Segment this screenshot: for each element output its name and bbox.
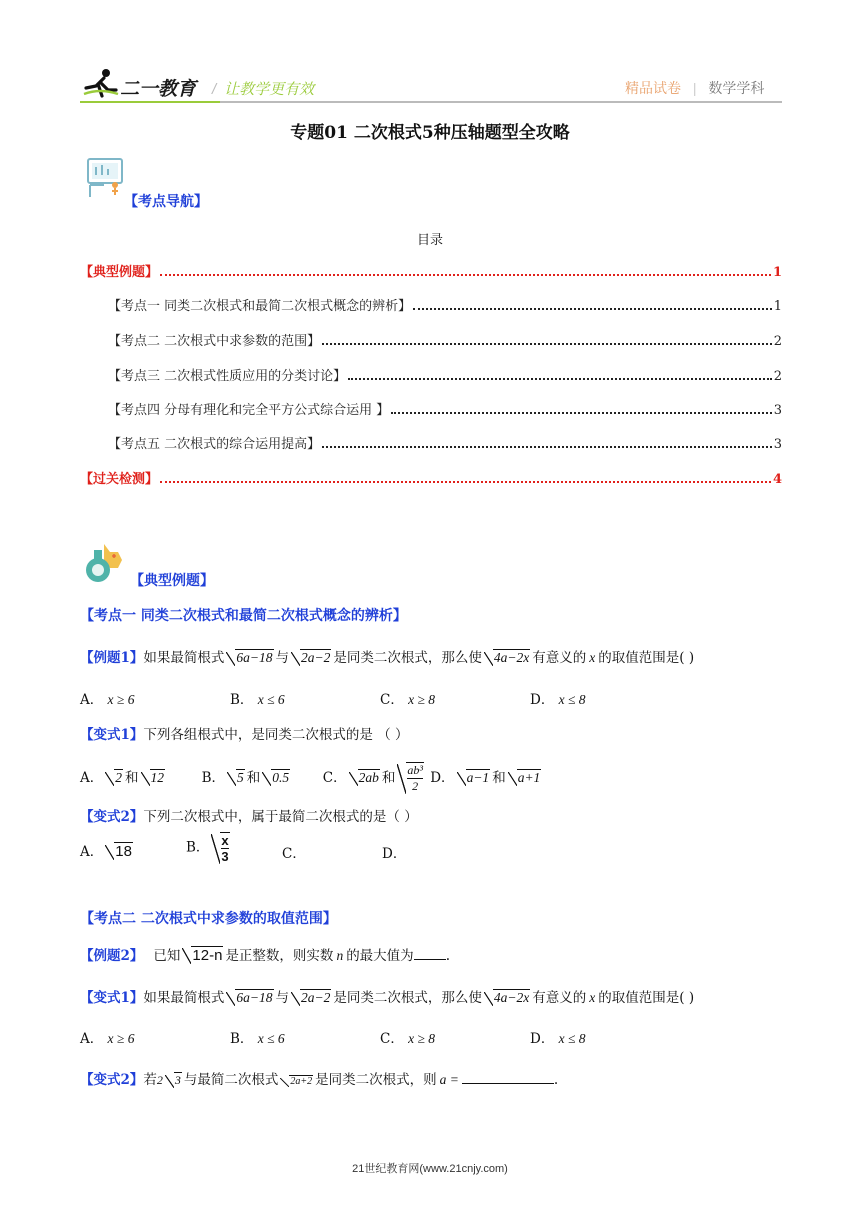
header-tags: 精品试卷 | 数学学科 — [625, 80, 765, 96]
option-c[interactable]: C． x ≥ 8 — [380, 1031, 436, 1047]
option-a[interactable]: A． x ≥ 6 — [80, 692, 135, 708]
toc-entry[interactable]: 【考点五 二次根式的综合运用提高】 3 — [108, 437, 782, 452]
option-b[interactable]: B． x ≤ 6 — [230, 692, 285, 708]
option-d[interactable]: D． x ≤ 8 — [530, 692, 586, 708]
section-heading: 【典型例题】 — [130, 573, 214, 589]
document-title: 专题01 二次根式5种压轴题型全攻略 — [290, 123, 570, 143]
tag-subject: 数学学科 — [708, 80, 765, 96]
option-a[interactable]: A． 2 和 12 — [80, 769, 164, 786]
page-footer: 21世纪教育网(www.21cnjy.com) — [352, 1163, 508, 1175]
option-b[interactable]: B． $\frac{x}{3}$ — [186, 833, 229, 864]
kp2-variant-1: 【变式1】如果最简根式 6a−18 与 2a−2 是同类二次根式，那么使 4a−2x 有意义的 x 的取值范围是( ) — [80, 990, 695, 1006]
toc-label: 目录 — [416, 233, 443, 248]
toc-entry[interactable]: 【考点四 分母有理化和完全平方公式综合运用 】 3 — [108, 403, 782, 418]
option-a[interactable]: A． x ≥ 6 — [80, 1031, 135, 1047]
kp2-variant-2: 【变式2】若2 3 与最简二次根式 2a+2 是同类二次根式，则 a = . — [80, 1072, 559, 1088]
toc-entry[interactable]: 【考点三 二次根式性质应用的分类讨论】 2 — [108, 369, 782, 384]
teacher-board-icon — [82, 155, 126, 199]
lab-flask-icon — [82, 540, 126, 584]
toc-entry[interactable]: 【考点二 二次根式中求参数的范围】 2 — [108, 334, 782, 349]
variant-1-options — [80, 762, 543, 794]
kp2-heading: 【考点二 二次根式中求参数的取值范围】 — [80, 911, 337, 927]
toc-entry[interactable]: 【过关检测】 4 — [80, 472, 782, 487]
option-b[interactable]: B． 5 和 0.5 — [201, 769, 290, 786]
option-a[interactable]: A． 18 — [80, 843, 132, 860]
variant-2: 【变式2】下列二次根式中，属于最简二次根式的是（ ） — [80, 809, 418, 825]
option-c[interactable]: C． — [282, 846, 306, 862]
brand-name: 二一教育 — [120, 79, 197, 100]
runner-logo-icon — [82, 68, 120, 98]
brand-slogan: / 让教学更有效 — [212, 81, 315, 98]
example-2: 【例题2】 已知 12-n 是正整数，则实数 n 的最大值为 . — [80, 947, 450, 964]
option-b[interactable]: B． x ≤ 6 — [230, 1031, 285, 1047]
tag-paper: 精品试卷 — [625, 80, 681, 96]
kp1-heading: 【考点一 同类二次根式和最简二次根式概念的辨析】 — [80, 608, 407, 624]
option-d[interactable]: D． a−1 和 a+1 — [430, 769, 541, 786]
nav-heading: 【考点导航】 — [124, 194, 208, 210]
option-d[interactable]: D． x ≤ 8 — [530, 1031, 586, 1047]
option-c[interactable]: C． 2ab 和 $\frac{\text{ab³}}{2}$ — [322, 763, 423, 793]
toc-entry[interactable]: 【典型例题】 1 — [80, 265, 782, 280]
variant-1: 【变式1】下列各组根式中，是同类二次根式的是 （ ） — [80, 727, 409, 743]
example-1: 【例题1】如果最简根式 6a−18 与 2a−2 是同类二次根式，那么使 4a−2x 有意义的 x 的取值范围是( ) — [80, 650, 695, 666]
option-c[interactable]: C． x ≥ 8 — [380, 692, 436, 708]
toc-entry[interactable]: 【考点一 同类二次根式和最简二次根式概念的辨析】 1 — [108, 299, 782, 314]
option-d[interactable]: D． — [382, 846, 407, 862]
header-divider-accent — [80, 101, 220, 103]
